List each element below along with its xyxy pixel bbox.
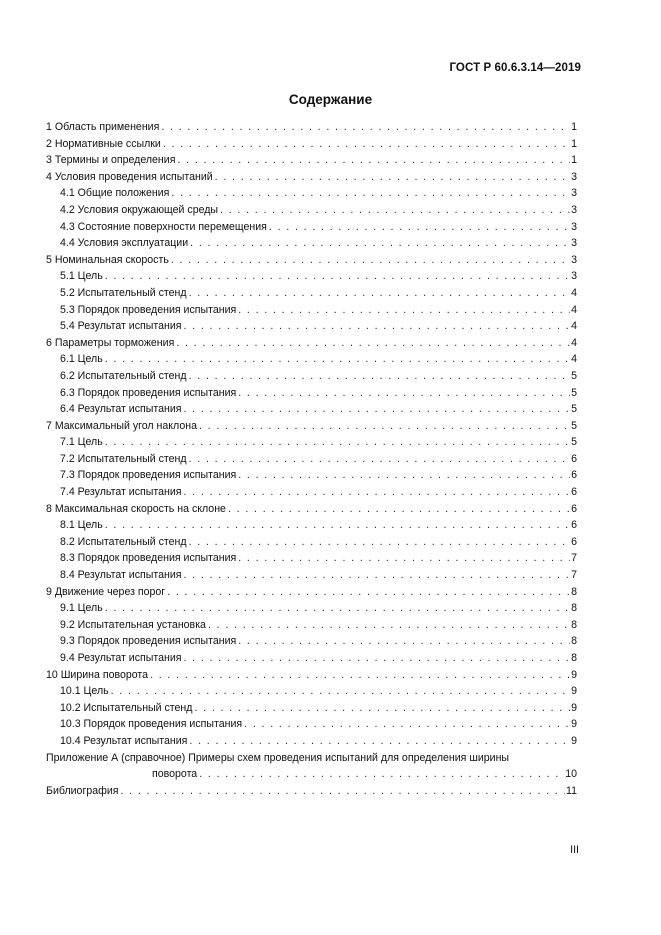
- toc-leader-dots: [176, 335, 570, 352]
- toc-entry[interactable]: [46, 185, 577, 202]
- toc-entry-label: 8.3 Порядок проведения испытания: [60, 552, 237, 565]
- toc-entry[interactable]: [46, 285, 577, 302]
- toc-leader-dots: [199, 766, 564, 783]
- toc-page-number: 1: [571, 137, 577, 150]
- toc-entry[interactable]: [46, 517, 577, 534]
- toc-entry-label: 10 Ширина поворота: [46, 668, 149, 681]
- toc-leader-dots: [105, 434, 570, 451]
- toc-page-number: 3: [571, 270, 577, 283]
- toc-entry[interactable]: [46, 700, 577, 717]
- toc-leader-dots: [215, 169, 570, 186]
- toc-entry[interactable]: [46, 716, 577, 733]
- toc-entry-label: 7.4 Результат испытания: [60, 486, 182, 499]
- toc-page-number: 6: [571, 452, 577, 465]
- toc-leader-dots: [238, 467, 570, 484]
- toc-entries: [46, 119, 577, 750]
- toc-leader-dots: [190, 235, 570, 252]
- toc-entry[interactable]: [46, 351, 577, 368]
- toc-entry[interactable]: [46, 136, 577, 153]
- toc-page-number: 6: [571, 469, 577, 482]
- toc-page-number: 3: [571, 203, 577, 216]
- toc-entry-label: 6.4 Результат испытания: [60, 403, 182, 416]
- toc-leader-dots: [244, 716, 570, 733]
- toc-page-number: 3: [571, 187, 577, 200]
- toc-entry-label: 4.4 Условия эксплуатации: [60, 237, 189, 250]
- toc-bibliography-label: Библиография: [46, 784, 119, 797]
- toc-entry-label: 9.2 Испытательная установка: [60, 618, 206, 631]
- toc-leader-dots: [184, 567, 571, 584]
- toc-entry-label: 4.2 Условия окружающей среды: [60, 203, 219, 216]
- toc-page-number: 4: [571, 286, 577, 299]
- toc-entry-label: 6 Параметры торможения: [46, 336, 175, 349]
- toc-entry-label: 1 Область применения: [46, 121, 160, 133]
- toc-entry[interactable]: [46, 434, 577, 451]
- toc-entry-label: 8.2 Испытательный стенд: [60, 535, 187, 548]
- toc-page-number: 10: [565, 768, 577, 781]
- toc-entry-label: 2 Нормативные ссылки: [46, 137, 161, 150]
- toc-leader-dots: [269, 219, 570, 236]
- toc-leader-dots: [150, 667, 570, 684]
- toc-leader-dots: [184, 318, 571, 335]
- toc-entry-label: 5.4 Результат испытания: [60, 320, 182, 333]
- toc-page-number: 6: [571, 519, 577, 532]
- toc-title: Содержание: [288, 92, 373, 107]
- toc-page-number: 3: [571, 170, 577, 183]
- toc-entry[interactable]: [46, 451, 577, 468]
- toc-page-number: 8: [571, 602, 577, 615]
- toc-entry-label: 9.1 Цель: [60, 602, 103, 615]
- toc-entry[interactable]: [46, 169, 577, 186]
- toc-entry[interactable]: [46, 119, 577, 136]
- toc-entry-label: 10.2 Испытательный стенд: [60, 701, 193, 714]
- toc-entry[interactable]: [46, 550, 577, 567]
- toc-entry-label: 5 Номинальная скорость: [46, 253, 169, 266]
- toc-page-number: 9: [571, 734, 577, 747]
- toc-entry[interactable]: [46, 152, 577, 169]
- toc-entry[interactable]: [46, 318, 577, 335]
- toc-entry-label: 4.3 Состояние поверхности перемещения: [60, 220, 267, 233]
- toc-page-number: 5: [571, 386, 577, 399]
- toc-entry-label: 4 Условия проведения испытаний: [46, 170, 213, 183]
- toc-leader-dots: [189, 285, 571, 302]
- toc-page-number: 4: [571, 303, 577, 316]
- toc-bibliography[interactable]: [46, 783, 577, 800]
- toc-entry-label: 5.3 Порядок проведения испытания: [60, 303, 237, 316]
- toc-leader-dots: [105, 351, 570, 368]
- toc-leader-dots: [189, 451, 571, 468]
- toc-entry[interactable]: [46, 667, 577, 684]
- toc-appendix-label-cont: поворота: [152, 768, 198, 781]
- toc-entry-label: 10.3 Порядок проведения испытания: [60, 718, 243, 731]
- toc-entry[interactable]: [46, 633, 577, 650]
- toc-entry[interactable]: [46, 567, 577, 584]
- toc-entry[interactable]: [46, 484, 577, 501]
- toc-entry[interactable]: [46, 302, 577, 319]
- toc-entry-label: 5.2 Испытательный стенд: [60, 286, 187, 299]
- toc-page-number: 1: [571, 154, 577, 167]
- toc-leader-dots: [238, 385, 570, 402]
- toc-leader-dots: [184, 401, 571, 418]
- toc-page-number: 3: [571, 237, 577, 250]
- toc-entry[interactable]: [46, 252, 577, 269]
- toc-entry-label: 7.1 Цель: [60, 436, 103, 449]
- toc-entry-label: 9.3 Порядок проведения испытания: [60, 635, 237, 648]
- toc-entry[interactable]: [46, 385, 577, 402]
- toc-leader-dots: [208, 617, 570, 634]
- toc-entry[interactable]: [46, 501, 577, 518]
- toc-page-number: 6: [571, 486, 577, 499]
- toc-appendix-line2[interactable]: [46, 766, 577, 783]
- toc-entry-label: 3 Термины и определения: [46, 154, 176, 167]
- table-of-contents: [46, 119, 577, 799]
- toc-entry-label: 8 Максимальная скорость на склоне: [46, 502, 226, 515]
- toc-entry-label: 4.1 Общие положения: [60, 187, 170, 200]
- toc-entry-label: 5.1 Цель: [60, 270, 103, 283]
- toc-appendix-line1[interactable]: [46, 750, 577, 767]
- toc-page-number: 7: [571, 552, 577, 565]
- toc-entry[interactable]: [46, 650, 577, 667]
- toc-page-number: 5: [571, 403, 577, 416]
- toc-page-number: 1: [571, 121, 577, 133]
- toc-leader-dots: [220, 202, 570, 219]
- toc-entry-label: 6.3 Порядок проведения испытания: [60, 386, 237, 399]
- toc-entry[interactable]: [46, 683, 577, 700]
- toc-page-number: 9: [571, 701, 577, 714]
- toc-page-number: 3: [571, 220, 577, 233]
- toc-page-number: 8: [571, 618, 577, 631]
- toc-leader-dots: [171, 252, 570, 269]
- toc-entry[interactable]: [46, 534, 577, 551]
- toc-entry[interactable]: [46, 268, 577, 285]
- toc-leader-dots: [184, 484, 571, 501]
- toc-entry[interactable]: [46, 235, 577, 252]
- toc-entry-label: 9.4 Результат испытания: [60, 652, 182, 664]
- toc-entry[interactable]: [46, 335, 577, 352]
- toc-entry[interactable]: [46, 467, 577, 484]
- toc-leader-dots: [238, 550, 570, 567]
- toc-entry[interactable]: [46, 401, 577, 418]
- toc-entry[interactable]: [46, 368, 577, 385]
- toc-entry-label: 10.1 Цель: [60, 685, 109, 698]
- page-number: III: [570, 844, 579, 856]
- toc-entry[interactable]: [46, 617, 577, 634]
- toc-leader-dots: [161, 119, 570, 136]
- toc-page-number: 4: [571, 353, 577, 366]
- toc-leader-dots: [189, 733, 570, 750]
- toc-entry[interactable]: [46, 584, 577, 601]
- toc-page-number: 3: [571, 253, 577, 266]
- toc-page-number: 4: [571, 320, 577, 333]
- toc-page-number: 7: [571, 569, 577, 582]
- toc-entry-label: 7.2 Испытательный стенд: [60, 452, 187, 465]
- toc-entry-label: 7 Максимальный угол наклона: [46, 419, 197, 432]
- toc-leader-dots: [177, 152, 570, 169]
- toc-page-number: 8: [571, 652, 577, 664]
- toc-page-number: 6: [571, 502, 577, 515]
- toc-appendix-label: Приложение А (справочное) Примеры схем проведения испытаний для определения ширины: [46, 751, 510, 764]
- toc-page-number: 8: [571, 585, 577, 598]
- toc-leader-dots: [194, 700, 570, 717]
- toc-entry[interactable]: [46, 600, 577, 617]
- toc-entry-label: 8.1 Цель: [60, 519, 103, 532]
- toc-leader-dots: [199, 418, 570, 435]
- toc-leader-dots: [189, 368, 571, 385]
- toc-page-number: 5: [571, 436, 577, 449]
- toc-leader-dots: [163, 136, 570, 153]
- toc-leader-dots: [111, 683, 570, 700]
- toc-entry[interactable]: [46, 219, 577, 236]
- toc-page-number: 9: [571, 685, 577, 698]
- toc-leader-dots: [105, 600, 570, 617]
- toc-entry-label: 9 Движение через порог: [46, 585, 166, 598]
- toc-leader-dots: [238, 302, 570, 319]
- toc-leader-dots: [167, 584, 570, 601]
- toc-leader-dots: [171, 185, 570, 202]
- toc-entry-label: 6.1 Цель: [60, 353, 103, 366]
- toc-entry-label: 7.3 Порядок проведения испытания: [60, 469, 237, 482]
- toc-entry-label: 10.4 Результат испытания: [60, 734, 188, 747]
- toc-leader-dots: [238, 633, 570, 650]
- toc-leader-dots: [120, 783, 565, 800]
- toc-page-number: 4: [571, 336, 577, 349]
- toc-leader-dots: [105, 268, 570, 285]
- toc-entry-label: 8.4 Результат испытания: [60, 569, 182, 582]
- toc-page-number: 5: [571, 369, 577, 382]
- toc-leader-dots: [189, 534, 571, 551]
- toc-leader-dots: [228, 501, 570, 518]
- toc-page-number: 8: [571, 635, 577, 648]
- toc-entry-label: 6.2 Испытательный стенд: [60, 369, 187, 382]
- toc-page-number: 9: [571, 668, 577, 681]
- toc-page-number: 6: [571, 535, 577, 548]
- toc-entry[interactable]: [46, 418, 577, 435]
- toc-leader-dots: [105, 517, 570, 534]
- toc-page-number: 9: [571, 718, 577, 731]
- toc-page-number: 5: [571, 419, 577, 432]
- toc-entry[interactable]: [46, 202, 577, 219]
- toc-leader-dots: [184, 650, 571, 667]
- document-code: ГОСТ Р 60.6.3.14—2019: [449, 62, 581, 74]
- toc-entry[interactable]: [46, 733, 577, 750]
- toc-page-number: 11: [566, 784, 577, 797]
